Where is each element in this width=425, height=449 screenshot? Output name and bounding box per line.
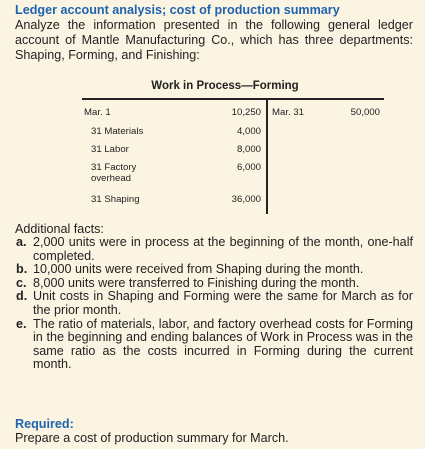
required-text: Prepare a cost of production summary for March.	[15, 431, 289, 445]
debit-amount-factory-overhead: 6,000	[236, 162, 261, 173]
fact-text: 2,000 units were in process at the beginning of the month, one-half completed.	[33, 235, 413, 263]
fact-text: Unit costs in Shaping and Forming were the same for March as for the prior month.	[33, 289, 413, 317]
credit-label-transfer: Mar. 31	[272, 107, 304, 118]
t-account-horizontal-rule	[82, 98, 384, 100]
fact-text: The ratio of materials, labor, and factory overhead costs for Forming in the beginning and ending balances of Work in Process was in the same ratio as the costs incurred in Forming during the current month.	[33, 316, 413, 372]
debit-label-factory-overhead-line1: 31 Factory	[91, 162, 137, 173]
debit-label-labor: 31 Labor	[91, 144, 129, 155]
required-heading: Required:	[15, 417, 74, 431]
fact-item	[15, 318, 413, 372]
t-account-vertical-rule	[266, 98, 268, 214]
fact-text: 10,000 units were received from Shaping during the month.	[33, 262, 364, 277]
fact-letter: c.	[16, 275, 27, 290]
debit-amount-labor: 8,000	[236, 144, 261, 155]
debit-label-materials: 31 Materials	[91, 126, 144, 137]
debit-label-shaping: 31 Shaping	[91, 194, 140, 205]
fact-text: 8,000 units were transferred to Finishing during the month.	[33, 275, 360, 290]
t-account-title: Work in Process—Forming	[151, 80, 299, 92]
fact-letter: d.	[16, 289, 28, 304]
debit-label-beginning: Mar. 1	[84, 107, 111, 118]
debit-amount-beginning: 10,250	[231, 107, 261, 118]
fact-item	[15, 263, 413, 277]
problem-title: Ledger account analysis; cost of production summary	[15, 3, 340, 17]
credit-amount-transfer: 50,000	[350, 107, 380, 118]
fact-item	[15, 290, 413, 317]
additional-facts-heading: Additional facts:	[15, 222, 104, 236]
fact-letter: a.	[16, 235, 27, 249]
problem-intro: Analyze the information presented in the following general ledger account of Mantle Manufacturing Co., which has three departments: Shaping, Forming, and Finishing:	[15, 18, 413, 62]
debit-amount-materials: 4,000	[236, 126, 261, 137]
fact-letter: e.	[16, 316, 27, 331]
debit-amount-shaping: 36,000	[231, 194, 261, 205]
debit-label-factory-overhead-line2: overhead	[91, 173, 132, 184]
fact-letter: b.	[16, 262, 28, 277]
fact-item	[15, 277, 413, 291]
additional-facts-list	[15, 236, 413, 372]
fact-item	[15, 236, 413, 263]
